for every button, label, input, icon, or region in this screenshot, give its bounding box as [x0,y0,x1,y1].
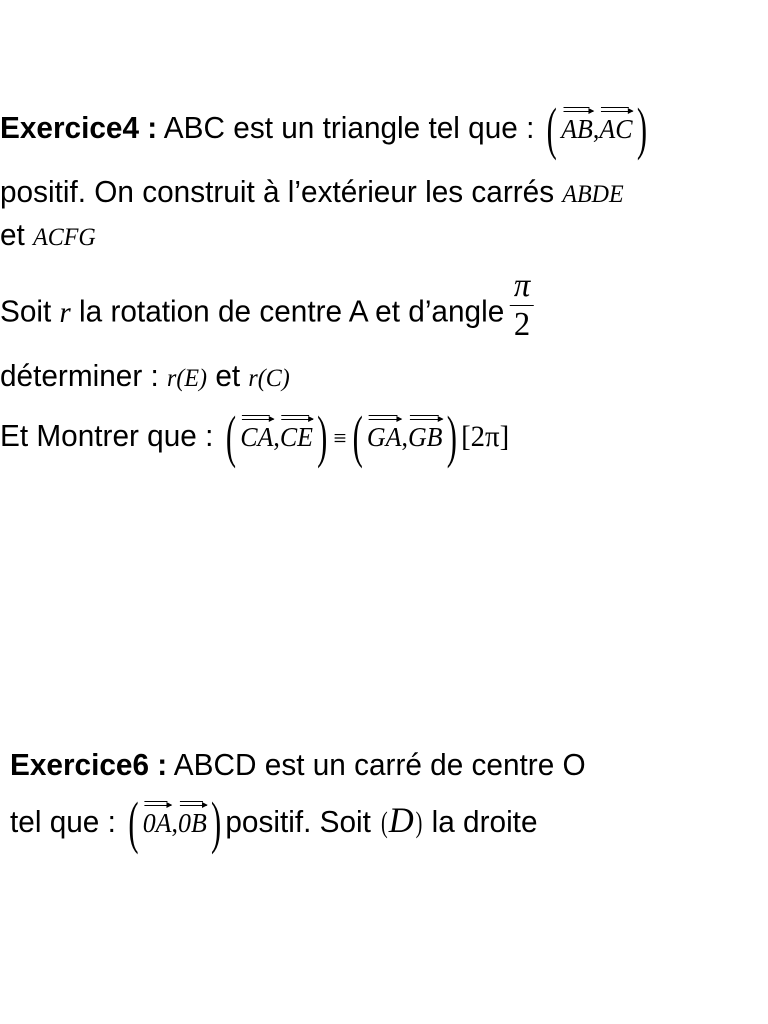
ex4-line2-text: positif. On construit à l’extérieur les carrés [0,174,563,209]
paren-close: ) [446,404,457,469]
ex6-line2-text1: tel que : [10,804,125,839]
comma: , [401,422,408,452]
ex6-line1-text: ABCD est un carré de centre O [167,747,586,782]
ex4-line5 [0,356,290,399]
paren-close: ) [636,96,647,161]
ex4-line6-text: Et Montrer que : [0,418,222,453]
paren-close: ) [317,404,328,469]
ex4-rotation-r: r [59,295,71,329]
equiv-symbol: ≡ [333,426,347,452]
paren-open: ( [352,404,363,469]
ex4-line5-text1: déterminer : [0,358,168,393]
ex4-line4 [0,267,534,344]
comma: , [171,808,178,838]
ex4-title: Exercice4 : [0,110,158,145]
ex6-title: Exercice6 : [10,747,168,782]
ex4-line4-text2: la rotation de centre A et d’angle [70,293,505,329]
ex4-line3-text: et [0,217,34,252]
fraction-numerator: π [513,267,531,304]
ex6-line2-text3: la droite [423,804,538,839]
comma: , [273,422,280,452]
ex6-line1 [10,745,586,785]
vector-0b: 0B [178,803,207,837]
vector-ce: CE [280,417,313,451]
vector-0a: 0A [143,803,172,837]
vector-gb: GB [408,417,443,451]
vector-ca: CA [240,417,273,451]
vector-ac: AC [599,109,632,143]
vector-ga: GA [367,417,402,451]
paren-open: ( [128,790,139,855]
ex4-line2 [0,172,624,215]
ex4-line1 [0,96,651,161]
ex4-line6 [0,404,510,469]
modulo-2pi: [2π] [461,420,510,453]
ex6-line-d: (D) [380,800,422,840]
ex4-r-of-e: r(E) [167,365,208,392]
ex6-line2-text2: positif. Soit [225,804,380,839]
fraction-denominator: 2 [513,306,531,343]
ex4-line5-text2: et [207,358,249,393]
paren-close: ) [210,790,222,855]
comma: , [592,114,600,144]
angle-fraction [510,267,534,344]
ex4-square-acfg: ACFG [33,224,96,251]
paren-open: ( [546,96,558,161]
paren-open: ( [225,404,237,469]
ex4-r-of-c: r(C) [248,365,290,392]
ex6-line2 [10,790,538,855]
vector-ab: AB [561,109,593,143]
ex4-line4-text1: Soit [0,293,60,329]
ex4-line1-text: ABC est un triangle tel que : [157,110,543,145]
ex4-line3 [0,215,96,258]
ex4-square-abde: ABDE [562,181,624,208]
